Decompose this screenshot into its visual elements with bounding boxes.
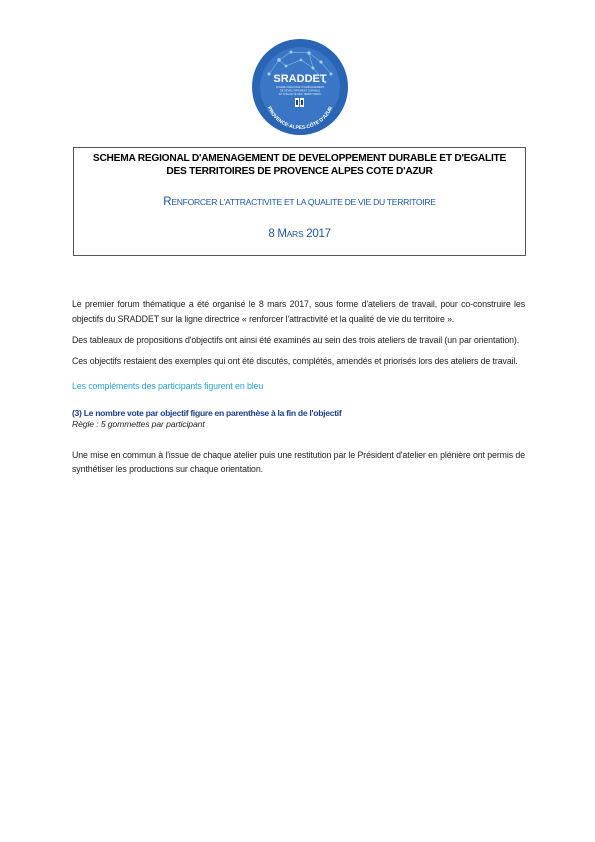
logo-subtitle-2: DE DÉVELOPPEMENT DURABLE [279, 89, 321, 93]
document-body [72, 297, 525, 483]
document-title [74, 153, 525, 178]
document-date [74, 228, 525, 240]
participants-note: Les compléments des participants figurent en bleu [72, 381, 264, 391]
intro-paragraph: Le premier forum thématique a été organisé le 8 mars 2017, sous forme d'ateliers de travail, pour co-construire les objectifs du SRADDET sur la ligne directrice « renforcer l'attractivité et la qualité de vie du territoire ». [72, 299, 525, 324]
region-seal-icon [251, 38, 349, 136]
document-title-line-1: SCHEMA REGIONAL D'AMENAGEMENT DE DEVELOPPEMENT DURABLE ET D'EGALITE [92, 153, 507, 164]
synthesis-paragraph: Une mise en commun à l'issue de chaque atelier puis une restitution par le Président d'atelier en plénière ont permis de synthétiser les productions sur chaque orientation. [72, 449, 525, 474]
logo-region-text: PROVENCE-ALPES-CÔTE D'AZUR [265, 105, 335, 132]
objectives-paragraph: Ces objectifs restaient des exemples qui ont été discutés, complétés, amendés et priorisés lors des ateliers de travail. [72, 355, 518, 366]
subtitle-rest: ENFORCER L'ATTRACTIVITE ET LA QUALITE DE VIE DU TERRITOIRE [171, 197, 436, 207]
document-title-box [73, 147, 526, 256]
logo-subtitle-3: ET D'ÉGALITÉ DES TERRITOIRES [279, 93, 321, 96]
logo-subtitle-1: SCHÉMA RÉGIONAL D'AMÉNAGEMENT [275, 86, 325, 89]
date-month-initial: M [277, 228, 287, 240]
rule-note: Règle : 5 gommettes par participant [72, 418, 205, 429]
date-month-rest: ARS [286, 229, 304, 239]
document-subtitle [74, 196, 525, 208]
sraddet-logo [251, 38, 349, 136]
date-day: 8 [268, 228, 278, 240]
vote-count-note: (3) Le nombre vote par objectif figure en parenthèse à la fin de l'objectif [72, 407, 342, 418]
document-title-line-2: DES TERRITOIRES DE PROVENCE ALPES COTE D'AZUR [166, 165, 433, 177]
date-year: 2017 [303, 228, 331, 240]
logo-wordmark: SRADDET [273, 73, 327, 85]
subtitle-initial: R [163, 196, 172, 208]
tables-paragraph: Des tableaux de propositions d'objectifs ont ainsi été examinés au sein des trois ateliers de travail (un par orientation). [72, 334, 520, 345]
